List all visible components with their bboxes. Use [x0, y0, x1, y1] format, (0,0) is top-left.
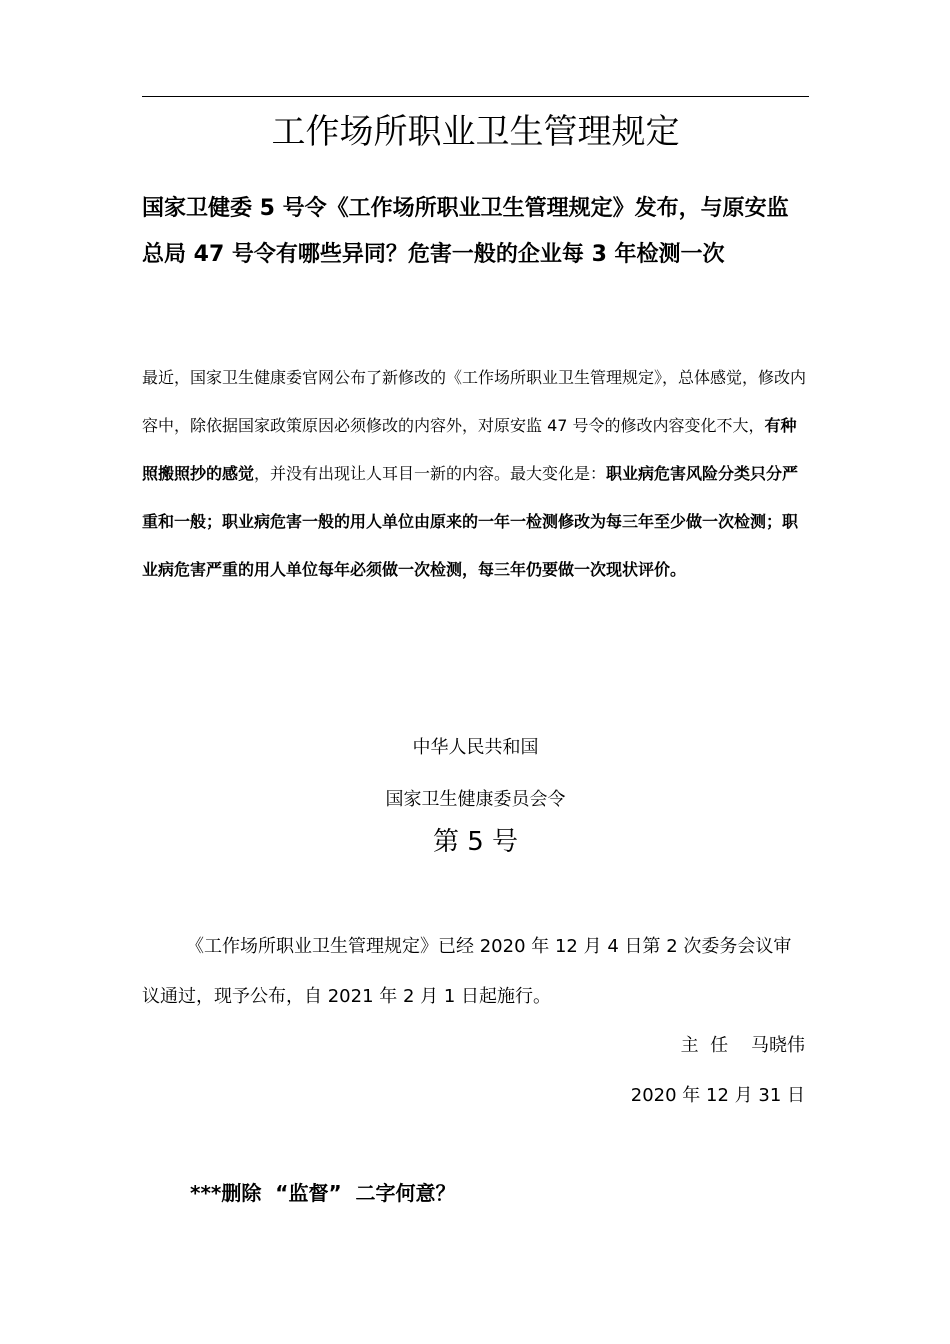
intro-paragraph — [142, 354, 809, 594]
signatory: 主 任 马晓伟 — [680, 1035, 805, 1056]
article-headline: 国家卫健委 5 号令《工作场所职业卫生管理规定》发布，与原安监总局 47 号令有哪些异同？危害一般的企业每 3 年检测一次 — [142, 196, 789, 267]
section-heading: ***删除 “监督” 二字何意？ — [190, 1181, 456, 1205]
announcement-paragraph: 《工作场所职业卫生管理规定》已经 2020 年 12 月 4 日第 2 次委务会议审议通过，现予公布，自 2021 年 2 月 1 日起施行。 — [142, 936, 792, 1007]
intro-text-1: 最近，国家卫生健康委官网公布了新修改的《工作场所职业卫生管理规定》，总体感觉，修改内容中，除依据国家政策原因必须修改的内容外，对原安监 47 号令的修改内容变化不大， — [142, 368, 807, 435]
order-date: 2020 年 12 月 31 日 — [630, 1085, 805, 1106]
order-issuer: 国家卫生健康委员会令 — [385, 789, 566, 810]
intro-text-2: ，并没有出现让人耳目一新的内容。最大变化是： — [254, 464, 607, 483]
document-title: 工作场所职业卫生管理规定 — [271, 112, 680, 152]
header-rule — [142, 96, 809, 97]
order-country: 中华人民共和国 — [412, 737, 539, 758]
intro-bold-1: 有种照搬照抄的感觉 — [142, 416, 797, 483]
intro-bold-2: 职业病危害风险分类只分严重和一般；职业病危害一般的用人单位由原来的一年一检测修改为每三年至少做一次检测；职业病危害严重的用人单位每年必须做一次检测，每三年仍要做一次现状评价。 — [142, 464, 799, 579]
order-number: 第 5 号 — [432, 827, 519, 857]
